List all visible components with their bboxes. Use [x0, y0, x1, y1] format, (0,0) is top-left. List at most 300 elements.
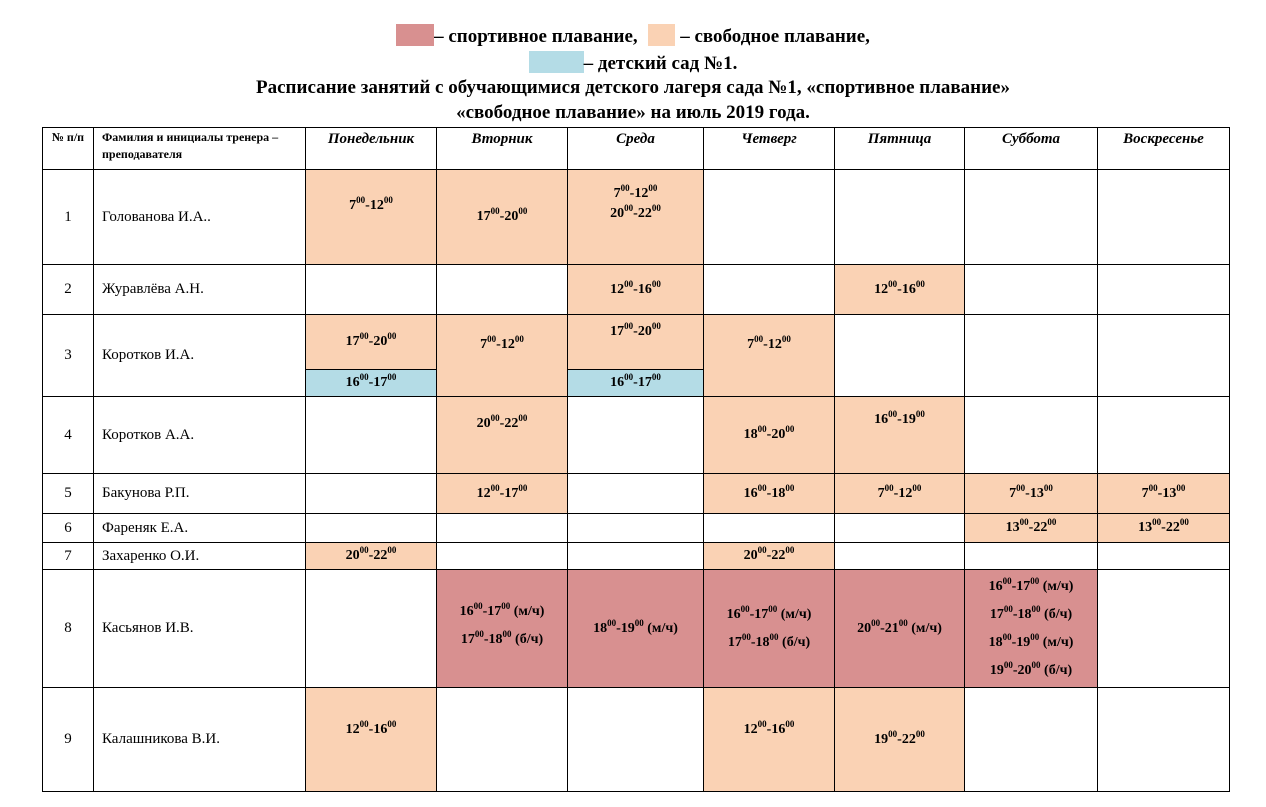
start-minutes: 00: [888, 728, 898, 739]
empty-cell: [568, 514, 704, 543]
end-minutes: 00: [651, 372, 661, 382]
end-minutes: 00: [898, 617, 908, 628]
schedule-table: [42, 127, 1230, 792]
trainer-name: Коротков А.А.: [94, 397, 306, 474]
end-hour: 12: [767, 337, 782, 352]
end-minutes: 00: [518, 413, 528, 423]
end-hour: 22: [771, 548, 786, 563]
end-minutes: 00: [769, 631, 779, 642]
end-minutes: 00: [651, 321, 661, 331]
empty-cell: [1098, 315, 1230, 397]
end-minutes: 00: [648, 183, 658, 193]
start-hour: 7: [1141, 485, 1149, 501]
start-minutes: 00: [871, 617, 881, 628]
end-minutes: 00: [1030, 575, 1040, 586]
end-hour: 17: [1016, 578, 1031, 594]
empty-cell: [306, 474, 437, 514]
empty-cell: [568, 474, 704, 514]
empty-cell: [835, 315, 965, 397]
slot-free: [835, 265, 965, 315]
table-row: [43, 570, 1230, 688]
time-slot: $16^{00}-19^{00}$: [874, 409, 925, 427]
end-minutes: 00: [518, 206, 528, 216]
row-num: 4: [43, 397, 94, 474]
table-row: [43, 543, 1230, 570]
header-wednesday: Среда: [568, 128, 704, 170]
slot-free: [437, 170, 568, 265]
empty-cell: [568, 688, 704, 792]
slot-free: [306, 543, 437, 570]
slot-free: [437, 474, 568, 514]
start-hour: 19: [989, 662, 1004, 678]
trainer-name: Коротков И.А.: [94, 315, 306, 397]
start-minutes: 00: [607, 617, 617, 628]
end-hour: 19: [901, 412, 916, 427]
header-tuesday: Вторник: [437, 128, 568, 170]
sport-legend-label: – спортивное плавание,: [434, 26, 638, 47]
start-minutes: 00: [359, 719, 369, 729]
start-hour: 18: [743, 427, 758, 442]
end-hour: 18: [1017, 606, 1032, 622]
start-minutes: 00: [490, 206, 500, 216]
time-slot: $17^{00}-18^{00}$ (б/ч): [460, 629, 544, 647]
time-slot: $16^{00}-17^{00}$: [345, 372, 397, 390]
start-minutes: 00: [754, 334, 764, 344]
start-hour: 12: [874, 281, 889, 297]
start-minutes: 00: [757, 424, 767, 434]
table-row: [43, 170, 1230, 265]
end-minutes: 00: [1043, 482, 1053, 493]
time-slot: $12^{00}-16^{00}$: [874, 278, 925, 297]
row-num: 7: [43, 543, 94, 570]
slot-free: [965, 514, 1098, 543]
slot-free: [437, 397, 568, 474]
start-minutes: 00: [1003, 659, 1013, 670]
trainer-name: Голованова И.А..: [94, 170, 306, 265]
start-minutes: 00: [620, 183, 630, 193]
row-num: 8: [43, 570, 94, 688]
empty-cell: [437, 265, 568, 315]
group-note: (м/ч): [1042, 578, 1074, 594]
time-slot: $7^{00}-12^{00}$: [613, 183, 658, 201]
slot-sport: [704, 570, 835, 688]
end-minutes: 00: [651, 203, 661, 213]
end-hour: 22: [901, 731, 916, 747]
empty-cell: [965, 397, 1098, 474]
time-slot: $20^{00}-22^{00}$: [345, 545, 397, 563]
empty-cell: [704, 265, 835, 315]
header-sunday: Воскресенье: [1098, 128, 1230, 170]
empty-cell: [437, 543, 568, 570]
table-row: [43, 474, 1230, 514]
time-slot: $7^{00}-12^{00}$: [349, 195, 393, 213]
time-slot: $16^{00}-17^{00}$ (м/ч): [988, 575, 1074, 594]
slot-free: [568, 315, 704, 370]
start-hour: 17: [460, 632, 475, 647]
empty-cell: [965, 688, 1098, 792]
empty-cell: [965, 315, 1098, 397]
time-slot: $16^{00}-17^{00}$ (м/ч): [459, 601, 545, 619]
start-hour: 16: [988, 578, 1003, 594]
empty-cell: [704, 170, 835, 265]
end-hour: 22: [637, 206, 652, 221]
empty-cell: [306, 570, 437, 688]
start-minutes: 00: [1003, 603, 1013, 614]
start-minutes: 00: [624, 203, 634, 213]
start-hour: 17: [989, 606, 1004, 622]
table-row: [43, 688, 1230, 792]
trainer-name: Журавлёва А.Н.: [94, 265, 306, 315]
slot-free: [568, 265, 704, 315]
time-slot: $17^{00}-20^{00}$: [476, 206, 528, 224]
end-minutes: 00: [915, 409, 925, 419]
end-hour: 20: [771, 427, 786, 442]
start-hour: 17: [476, 209, 491, 224]
end-hour: 19: [1016, 634, 1031, 650]
empty-cell: [568, 397, 704, 474]
empty-cell: [965, 170, 1098, 265]
time-slot: $17^{00}-20^{00}$: [345, 331, 397, 349]
empty-cell: [1098, 397, 1230, 474]
end-hour: 22: [1033, 520, 1048, 535]
group-note: (м/ч): [911, 620, 942, 636]
end-minutes: 00: [1031, 603, 1041, 614]
end-hour: 16: [373, 722, 388, 737]
end-minutes: 00: [387, 545, 397, 555]
start-hour: 18: [988, 634, 1003, 650]
slot-sport: [965, 570, 1098, 688]
empty-cell: [568, 543, 704, 570]
end-hour: 22: [504, 416, 519, 431]
empty-cell: [306, 397, 437, 474]
time-slot: $20^{00}-22^{00}$: [610, 203, 661, 221]
start-hour: 17: [610, 324, 625, 339]
start-hour: 13: [1005, 520, 1020, 535]
end-hour: 13: [1162, 485, 1177, 501]
header-friday: Пятница: [835, 128, 965, 170]
row-num: 2: [43, 265, 94, 315]
start-minutes: 00: [1152, 517, 1162, 527]
slot-free: [437, 315, 568, 397]
end-hour: 20: [504, 209, 519, 224]
empty-cell: [1098, 170, 1230, 265]
empty-cell: [965, 543, 1098, 570]
time-slot: $12^{00}-16^{00}$: [743, 719, 795, 737]
group-note: (м/ч): [780, 606, 812, 622]
slot-free: [1098, 514, 1230, 543]
end-hour: 18: [488, 632, 503, 647]
slot-free: [306, 688, 437, 792]
empty-cell: [306, 265, 437, 315]
empty-cell: [835, 514, 965, 543]
end-hour: 16: [901, 281, 916, 297]
end-hour: 17: [504, 485, 519, 501]
time-slot: $18^{00}-19^{00}$ (м/ч): [593, 617, 678, 636]
end-hour: 12: [500, 337, 515, 352]
end-hour: 16: [637, 281, 652, 297]
start-minutes: 00: [624, 321, 634, 331]
end-hour: 12: [634, 186, 649, 201]
start-hour: 17: [727, 634, 742, 650]
end-hour: 20: [637, 324, 652, 339]
start-hour: 12: [476, 485, 491, 501]
end-hour: 19: [620, 620, 635, 636]
row-num: 1: [43, 170, 94, 265]
end-minutes: 00: [387, 331, 397, 341]
time-slot: $18^{00}-20^{00}$: [743, 424, 795, 442]
empty-cell: [1098, 265, 1230, 315]
end-minutes: 00: [912, 482, 922, 493]
start-minutes: 00: [740, 603, 750, 614]
slot-free: [704, 543, 835, 570]
start-minutes: 00: [473, 601, 483, 611]
legend-line-1: [0, 24, 1266, 49]
row-num: 3: [43, 315, 94, 397]
start-hour: 7: [613, 186, 621, 201]
empty-cell: [1098, 543, 1230, 570]
free-swimming-swatch: [648, 24, 675, 46]
start-minutes: 00: [624, 372, 634, 382]
end-hour: 16: [771, 722, 786, 737]
trainer-name: Калашникова В.И.: [94, 688, 306, 792]
slot-free: [704, 474, 835, 514]
time-slot: $18^{00}-19^{00}$ (м/ч): [988, 631, 1074, 650]
time-slot: $20^{00}-21^{00}$ (м/ч): [857, 617, 942, 636]
start-minutes: 00: [1148, 482, 1158, 493]
table-row: [43, 315, 1230, 370]
empty-cell: [704, 514, 835, 543]
end-minutes: 00: [383, 195, 393, 205]
trainer-name: Фареняк Е.А.: [94, 514, 306, 543]
table-row: [43, 265, 1230, 315]
start-hour: 20: [476, 416, 491, 431]
empty-cell: [835, 170, 965, 265]
slot-sport: [835, 570, 965, 688]
start-minutes: 00: [884, 482, 894, 493]
end-hour: 20: [1017, 662, 1032, 678]
empty-cell: [437, 688, 568, 792]
header-num: № п/п: [43, 128, 94, 170]
time-slot: $13^{00}-22^{00}$: [1005, 517, 1057, 535]
legend-line-2: [0, 51, 1266, 76]
group-note: (м/ч): [513, 604, 545, 619]
slot-kindergarten: [306, 370, 437, 397]
start-hour: 7: [1009, 485, 1017, 501]
start-hour: 7: [480, 337, 488, 352]
time-slot: $7^{00}-12^{00}$: [747, 334, 791, 352]
end-minutes: 00: [387, 719, 397, 729]
end-minutes: 00: [1179, 517, 1189, 527]
slot-free: [835, 397, 965, 474]
empty-cell: [835, 543, 965, 570]
slot-free: [704, 315, 835, 397]
end-minutes: 00: [768, 603, 778, 614]
end-minutes: 00: [785, 482, 795, 493]
end-minutes: 00: [1031, 659, 1041, 670]
end-minutes: 00: [781, 334, 791, 344]
start-minutes: 00: [888, 409, 898, 419]
end-hour: 22: [373, 548, 388, 563]
schedule-title-line-1: Расписание занятий с обучающимися детского лагеря сада №1, «спортивное плавание»: [256, 77, 1010, 98]
start-hour: 13: [1138, 520, 1153, 535]
end-hour: 17: [487, 604, 502, 619]
header-trainer: Фамилия и инициалы тренера – преподавателя: [94, 128, 306, 170]
time-slot: $7^{00}-13^{00}$: [1141, 482, 1186, 501]
header-monday: Понедельник: [306, 128, 437, 170]
slot-free: [1098, 474, 1230, 514]
group-note: (б/ч): [1044, 662, 1073, 678]
time-slot: $20^{00}-22^{00}$: [743, 545, 795, 563]
time-slot: $12^{00}-16^{00}$: [610, 278, 661, 297]
end-hour: 18: [755, 634, 770, 650]
end-minutes: 00: [501, 601, 511, 611]
start-hour: 7: [747, 337, 755, 352]
end-minutes: 00: [651, 278, 661, 289]
slot-free: [306, 170, 437, 265]
slot-free: [704, 688, 835, 792]
table-row: [43, 514, 1230, 543]
group-note: (м/ч): [1042, 634, 1074, 650]
end-hour: 17: [373, 375, 388, 390]
end-minutes: 00: [518, 482, 528, 493]
row-num: 9: [43, 688, 94, 792]
start-minutes: 00: [757, 545, 767, 555]
free-legend-label: – свободное плавание,: [680, 26, 870, 47]
end-minutes: 00: [1176, 482, 1186, 493]
start-minutes: 00: [490, 413, 500, 423]
start-minutes: 00: [757, 719, 767, 729]
slot-free: [568, 170, 704, 265]
start-hour: 20: [610, 206, 625, 221]
time-slot: $7^{00}-12^{00}$: [480, 334, 524, 352]
start-minutes: 00: [1016, 482, 1026, 493]
end-hour: 21: [884, 620, 899, 636]
end-hour: 12: [898, 485, 913, 501]
start-minutes: 00: [356, 195, 366, 205]
slot-free: [306, 315, 437, 370]
end-minutes: 00: [634, 617, 644, 628]
end-minutes: 00: [915, 728, 925, 739]
start-minutes: 00: [888, 278, 898, 289]
end-minutes: 00: [387, 372, 397, 382]
start-minutes: 00: [487, 334, 497, 344]
group-note: (м/ч): [647, 620, 678, 636]
end-hour: 18: [771, 485, 786, 501]
start-hour: 20: [743, 548, 758, 563]
end-minutes: 00: [1030, 631, 1040, 642]
end-hour: 17: [754, 606, 769, 622]
start-minutes: 00: [757, 482, 767, 493]
trainer-name: Захаренко О.И.: [94, 543, 306, 570]
time-slot: $19^{00}-22^{00}$: [874, 728, 925, 747]
kindergarten-swatch: [529, 51, 584, 73]
start-minutes: 00: [359, 372, 369, 382]
start-minutes: 00: [741, 631, 751, 642]
start-minutes: 00: [1019, 517, 1029, 527]
start-hour: 18: [593, 620, 608, 636]
time-slot: $20^{00}-22^{00}$: [476, 413, 528, 431]
time-slot: $12^{00}-16^{00}$: [345, 719, 397, 737]
start-minutes: 00: [1002, 631, 1012, 642]
sport-swimming-swatch: [396, 24, 434, 46]
time-slot: $7^{00}-12^{00}$: [877, 482, 922, 501]
start-hour: 17: [345, 334, 360, 349]
row-num: 6: [43, 514, 94, 543]
empty-cell: [1098, 570, 1230, 688]
end-hour: 22: [1165, 520, 1180, 535]
start-minutes: 00: [624, 278, 634, 289]
start-minutes: 00: [1002, 575, 1012, 586]
header-saturday: Суббота: [965, 128, 1098, 170]
empty-cell: [306, 514, 437, 543]
end-minutes: 00: [514, 334, 524, 344]
time-slot: $16^{00}-17^{00}$: [610, 372, 661, 390]
start-minutes: 00: [359, 545, 369, 555]
start-hour: 16: [726, 606, 741, 622]
slot-free: [965, 474, 1098, 514]
slot-free: [835, 688, 965, 792]
time-slot: $16^{00}-18^{00}$: [743, 482, 795, 501]
end-hour: 12: [369, 198, 384, 213]
slot-sport: [568, 570, 704, 688]
end-hour: 17: [637, 375, 652, 390]
end-minutes: 00: [785, 424, 795, 434]
start-hour: 20: [345, 548, 360, 563]
trainer-name: Касьянов И.В.: [94, 570, 306, 688]
start-minutes: 00: [474, 629, 484, 639]
start-minutes: 00: [359, 331, 369, 341]
table-row: [43, 397, 1230, 474]
start-hour: 16: [743, 485, 758, 501]
slot-free: [704, 397, 835, 474]
time-slot: $19^{00}-20^{00}$ (б/ч): [989, 659, 1073, 678]
start-hour: 12: [345, 722, 360, 737]
slot-kindergarten: [568, 370, 704, 397]
empty-cell: [965, 265, 1098, 315]
time-slot: $7^{00}-13^{00}$: [1009, 482, 1053, 501]
slot-free: [835, 474, 965, 514]
start-hour: 16: [874, 412, 889, 427]
group-note: (б/ч): [515, 632, 544, 647]
end-minutes: 00: [915, 278, 925, 289]
row-num: 5: [43, 474, 94, 514]
end-minutes: 00: [1047, 517, 1057, 527]
start-hour: 16: [345, 375, 360, 390]
start-hour: 12: [610, 281, 625, 297]
start-hour: 7: [349, 198, 357, 213]
start-hour: 19: [874, 731, 889, 747]
time-slot: $16^{00}-17^{00}$ (м/ч): [726, 603, 812, 622]
time-slot: $17^{00}-20^{00}$: [610, 321, 661, 339]
schedule-title-line-2: «свободное плавание» на июль 2019 года.: [456, 102, 810, 123]
time-slot: $17^{00}-18^{00}$ (б/ч): [989, 603, 1073, 622]
time-slot: $12^{00}-17^{00}$: [476, 482, 528, 501]
slot-sport: [437, 570, 568, 688]
end-minutes: 00: [502, 629, 512, 639]
empty-cell: [1098, 688, 1230, 792]
end-hour: 13: [1029, 485, 1044, 501]
header-thursday: Четверг: [704, 128, 835, 170]
kindergarten-legend-label: – детский сад №1.: [583, 53, 738, 74]
start-hour: 12: [743, 722, 758, 737]
group-note: (б/ч): [1044, 606, 1073, 622]
start-hour: 16: [610, 375, 625, 390]
start-hour: 7: [877, 485, 885, 501]
start-hour: 16: [459, 604, 474, 619]
trainer-name: Бакунова Р.П.: [94, 474, 306, 514]
start-hour: 20: [857, 620, 872, 636]
time-slot: $13^{00}-22^{00}$: [1138, 517, 1189, 535]
